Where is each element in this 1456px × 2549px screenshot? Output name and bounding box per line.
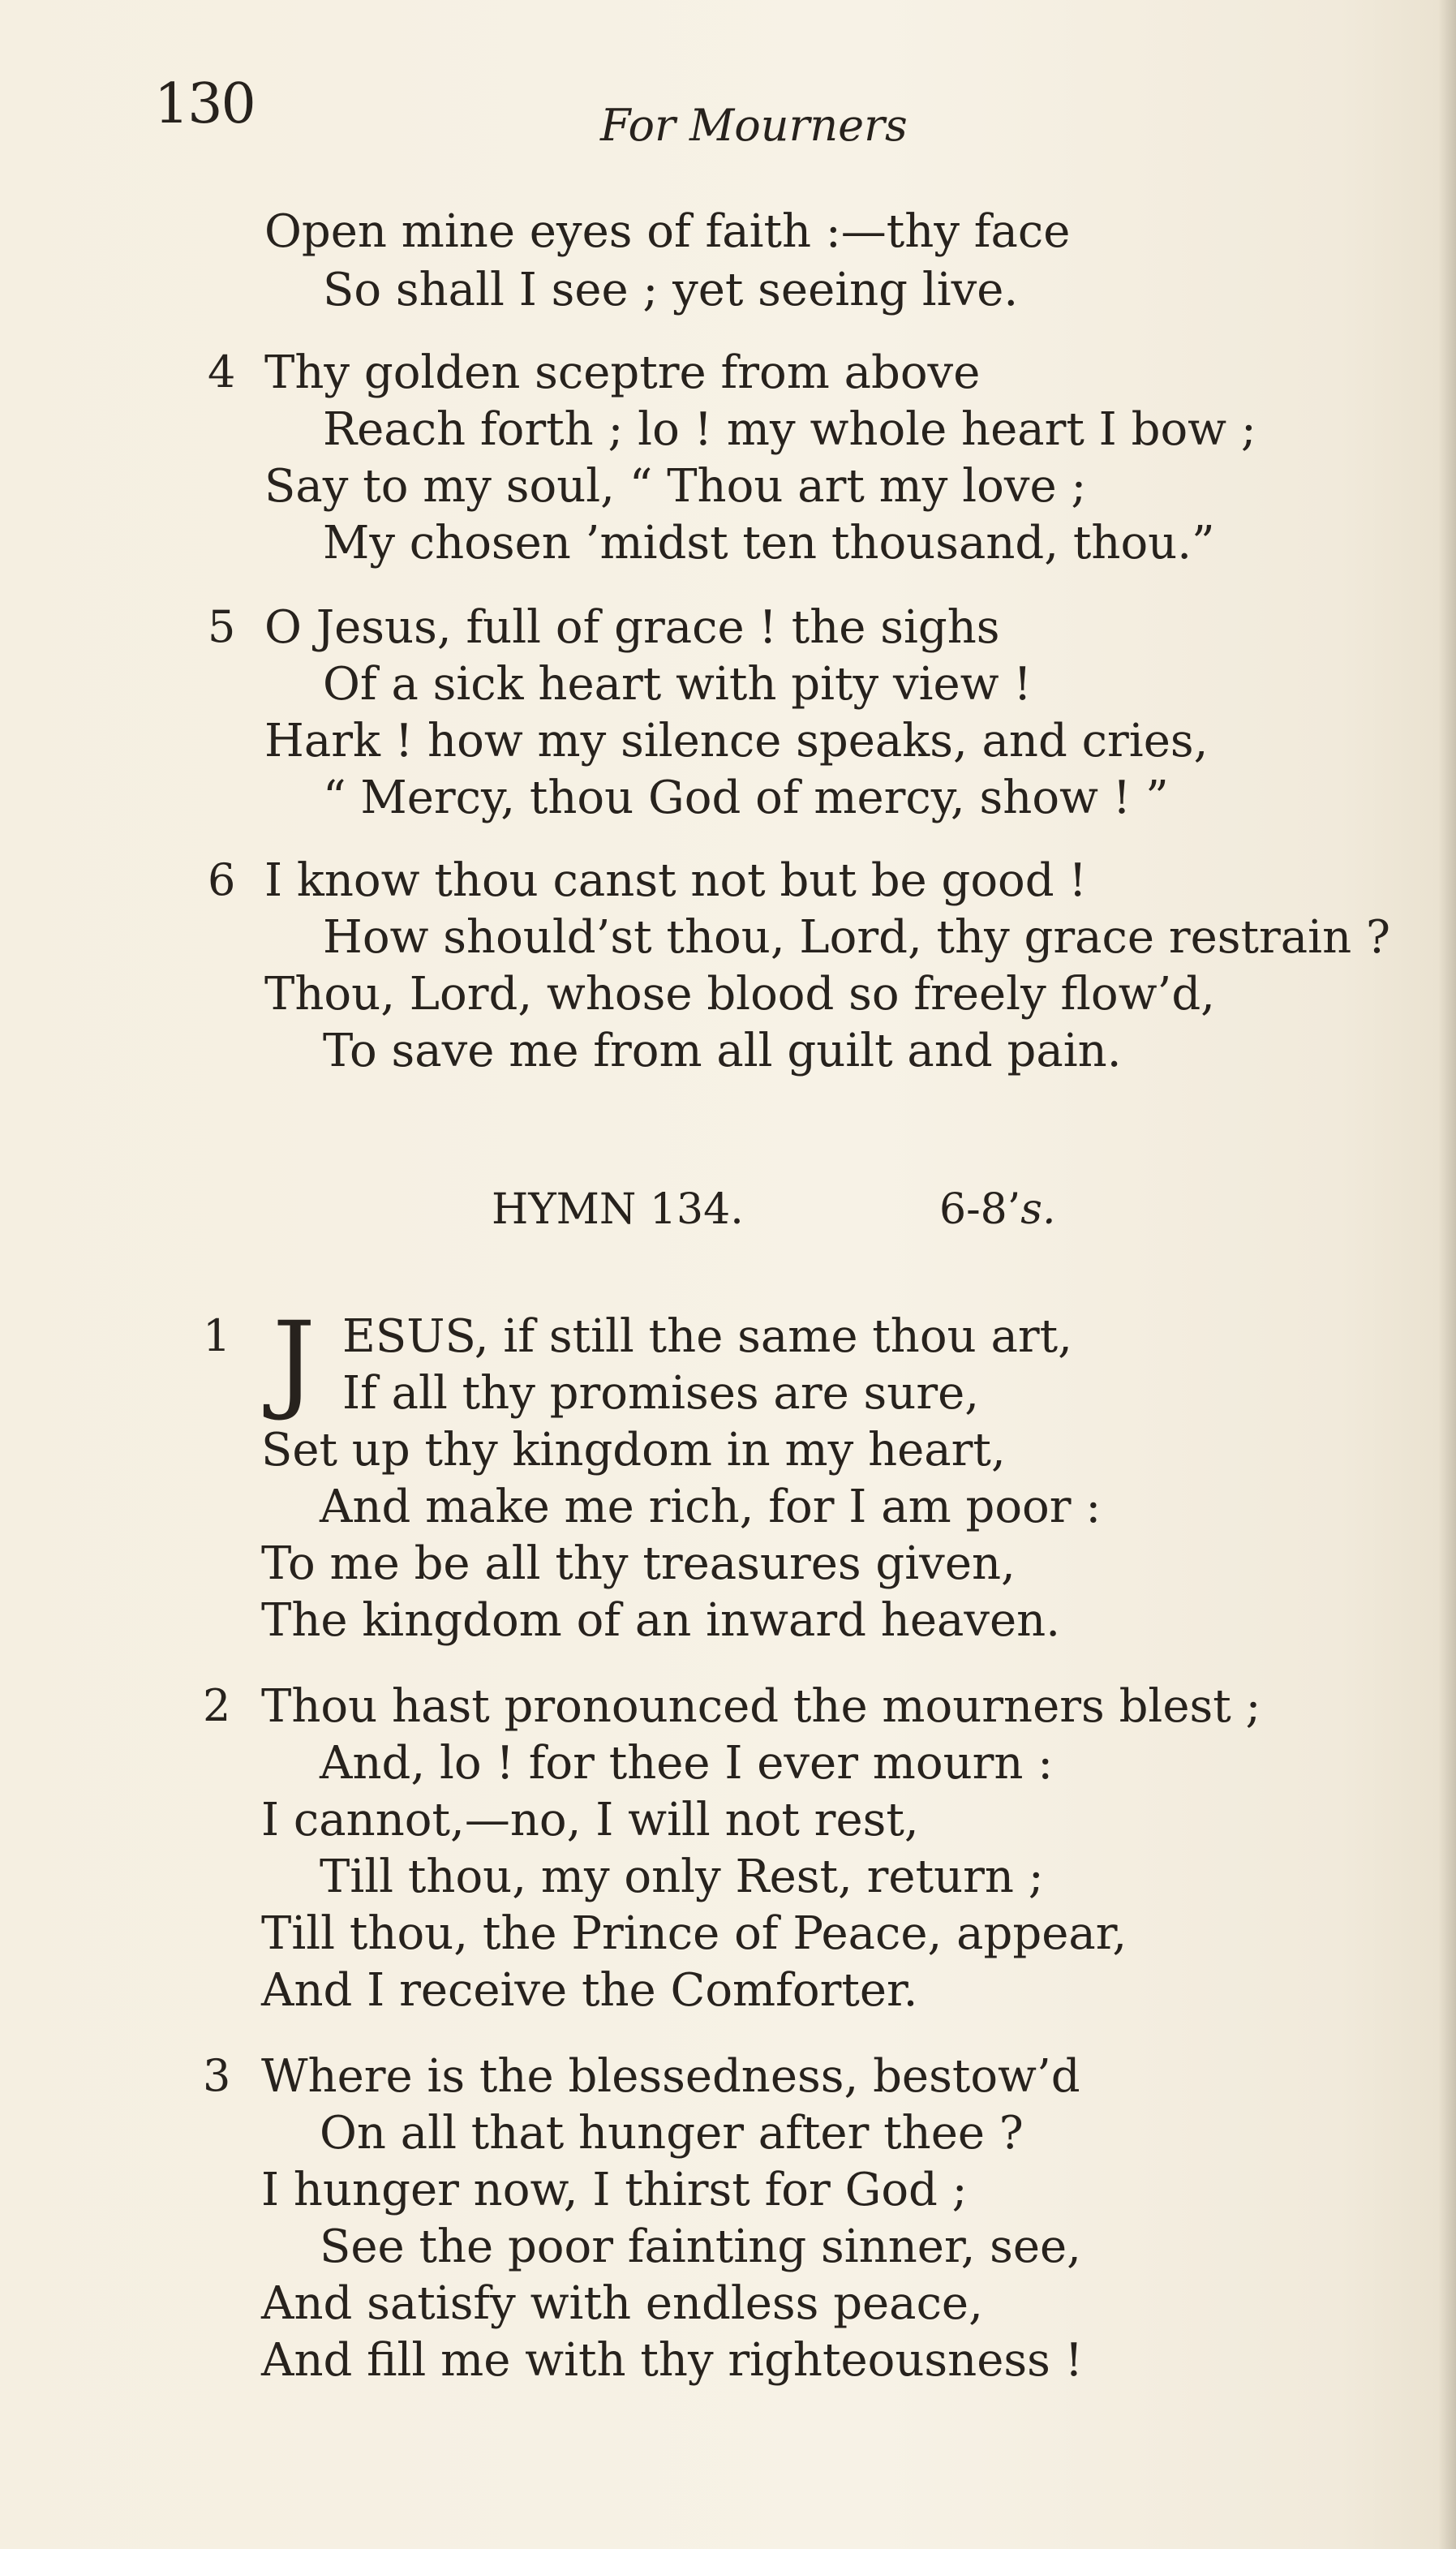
verse-line: Open mine eyes of faith :—thy face bbox=[264, 205, 1071, 258]
stanza-number: 3 bbox=[203, 2050, 231, 2101]
verse-line: And satisfy with endless peace, bbox=[261, 2277, 983, 2330]
verse-line: And fill me with thy righteousness ! bbox=[261, 2334, 1084, 2387]
verse-line: Reach forth ; lo ! my whole heart I bow ; bbox=[323, 403, 1256, 456]
verse-line: Of a sick heart with pity view ! bbox=[323, 658, 1032, 711]
verse-line: To save me from all guilt and pain. bbox=[323, 1025, 1122, 1077]
verse-line: I hunger now, I thirst for God ; bbox=[261, 2164, 968, 2216]
verse-line: Thou hast pronounced the mourners blest ; bbox=[261, 1680, 1261, 1733]
running-title: For Mourners bbox=[600, 100, 908, 151]
verse-line: ESUS, if still the same thou art, bbox=[342, 1310, 1072, 1363]
stanza-number: 5 bbox=[208, 601, 236, 652]
page-edge-shadow bbox=[1438, 0, 1456, 2549]
drop-cap: J bbox=[273, 1299, 316, 1424]
verse-line: Till thou, the Prince of Peace, appear, bbox=[261, 1907, 1127, 1960]
verse-line: Set up thy kingdom in my heart, bbox=[261, 1424, 1006, 1477]
verse-line: The kingdom of an inward heaven. bbox=[261, 1594, 1061, 1647]
hymn-meter-suffix: s. bbox=[1020, 1185, 1056, 1234]
verse-line: Till thou, my only Rest, return ; bbox=[320, 1850, 1044, 1903]
stanza-number: 2 bbox=[203, 1680, 231, 1731]
verse-line: Where is the blessedness, bestow’d bbox=[261, 2050, 1080, 2103]
verse-line: See the poor fainting sinner, see, bbox=[320, 2220, 1081, 2273]
page-number: 130 bbox=[154, 72, 255, 136]
verse-line: How should’st thou, Lord, thy grace restrain ? bbox=[323, 911, 1390, 964]
verse-line: And, lo ! for thee I ever mourn : bbox=[320, 1737, 1054, 1790]
verse-line: To me be all thy treasures given, bbox=[261, 1537, 1016, 1590]
verse-line: And I receive the Comforter. bbox=[261, 1964, 918, 2017]
stanza-number: 4 bbox=[208, 346, 236, 398]
verse-line: And make me rich, for I am poor : bbox=[320, 1481, 1102, 1533]
stanza-number: 1 bbox=[203, 1310, 231, 1361]
verse-line: Say to my soul, “ Thou art my love ; bbox=[264, 460, 1087, 513]
verse-line: On all that hunger after thee ? bbox=[320, 2107, 1024, 2160]
hymn-meter bbox=[939, 1185, 1056, 1234]
verse-line: So shall I see ; yet seeing live. bbox=[323, 264, 1019, 316]
verse-line: “ Mercy, thou God of mercy, show ! ” bbox=[323, 772, 1169, 824]
verse-line: Thy golden sceptre from above bbox=[264, 346, 981, 399]
verse-line: O Jesus, full of grace ! the sighs bbox=[264, 601, 1000, 654]
verse-line: Hark ! how my silence speaks, and cries, bbox=[264, 715, 1209, 767]
verse-line: Thou, Lord, whose blood so freely flow’d, bbox=[264, 968, 1215, 1021]
verse-line: I know thou canst not but be good ! bbox=[264, 854, 1087, 907]
hymn-title: HYMN 134. bbox=[492, 1185, 744, 1234]
verse-line: My chosen ’midst ten thousand, thou.” bbox=[323, 517, 1215, 570]
verse-line: If all thy promises are sure, bbox=[342, 1367, 980, 1420]
hymn-meter-value: 6-8’ bbox=[939, 1185, 1021, 1234]
stanza-number: 6 bbox=[208, 854, 236, 905]
verse-line: I cannot,—no, I will not rest, bbox=[261, 1794, 919, 1846]
